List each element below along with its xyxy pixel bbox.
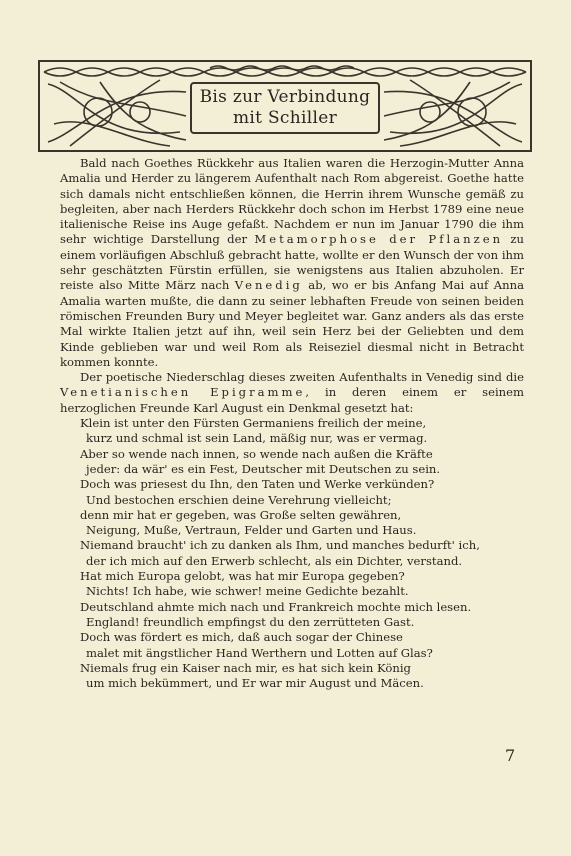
paragraph-1-text-a: Bald nach Goethes Rückkehr aus Italien waren die Herzogin-Mutter Anna Amalia und Herder zu längerem Aufenthalt nach Rom abgereist. Goethe hatte sich damals nicht entschließen können, die Herrin ihrem Wunsche gemäß zu begleiten, aber nach Herders Rückkehr doch schon im Herbst 1789 eine neue italienische Reise ins Auge gefaßt. Nachdem er nun im Januar 1790 die ihm sehr wichtige Darstellung der xyxy=(60,156,524,247)
poem-line: denn mir hat er gegeben, was Große selten gewähren, xyxy=(80,507,402,522)
paragraph-2-text-b: , in deren einem er seinem herzoglichen Freunde Karl August ein Denkmal gesetzt hat: xyxy=(60,385,524,415)
ornamental-header xyxy=(38,60,532,152)
poem-line: Deutschland ahmte mich nach und Frankreich mochte mich lesen. xyxy=(80,599,472,614)
poem-line: Aber so wende nach innen, so wende nach außen die Kräfte xyxy=(80,446,433,461)
paragraph-1-text-c: ab, wo er bis Anfang Mai auf Anna Amalia warten mußte, die dann zu seiner lebhaften Freude von seinen beiden römischen Freunden Bury und Meyer begleitet war. Ganz anders als das erste Mal wirkte Italien jetzt auf ihn, weil sein Herz bei der Geliebten und dem Kinde geblieben war und weil Rom als Reiseziel diesmal nicht in Betracht kommen konnte. xyxy=(60,278,524,369)
poem-line: England! freundlich empfingst du den zerrütteten Gast. xyxy=(86,614,415,629)
chapter-title-line-2: mit Schiller xyxy=(232,108,337,128)
emphasized-epigramme: Venetianischen Epigramme xyxy=(60,385,306,400)
poem-line: Und bestochen erschien deine Verehrung vielleicht; xyxy=(86,492,392,507)
poem-line: um mich bekümmert, und Er war mir August und Mäcen. xyxy=(86,676,424,691)
title-box xyxy=(190,82,380,134)
paragraph-1-text-b: zu einem vorläufigen Abschluß gebracht hatte, wollte er den Wunsch der von ihm sehr geschätzten Fürstin erfüllen, sie wenigstens aus Italien abzuholen. Er reiste also Mitte März nach xyxy=(60,232,524,293)
poem-line: Niemals frug ein Kaiser nach mir, es hat sich kein König xyxy=(80,660,411,675)
paragraph-1 xyxy=(60,156,524,370)
poem-line: Doch was fördert es mich, daß auch sogar der Chinese xyxy=(80,630,403,645)
poem-line: Nichts! Ich habe, wie schwer! meine Gedichte bezahlt. xyxy=(86,584,409,599)
emphasized-metamorphose: Metamorphose der Pflanzen xyxy=(254,232,504,247)
chapter-title-line-1: Bis zur Verbindung xyxy=(199,87,371,107)
poem-line: Doch was priesest du Ihn, den Taten und Werke verkünden? xyxy=(80,477,435,492)
poem xyxy=(60,416,524,691)
paragraph-2 xyxy=(60,370,524,416)
poem-line: der ich mich auf den Erwerb schlecht, als ein Dichter, verstand. xyxy=(86,553,463,568)
poem-line: Niemand braucht' ich zu danken als Ihm, und manches bedurft' ich, xyxy=(80,538,480,553)
poem-line: jeder: da wär' es ein Fest, Deutscher mit Deutschen zu sein. xyxy=(86,461,441,476)
poem-line: malet mit ängstlicher Hand Werthern und Lotten auf Glas? xyxy=(86,645,433,660)
page-number: 7 xyxy=(505,746,516,765)
poem-line: Klein ist unter den Fürsten Germaniens freilich der meine, xyxy=(80,416,427,431)
poem-line: Hat mich Europa gelobt, was hat mir Europa gegeben? xyxy=(80,569,405,584)
poem-line: kurz und schmal ist sein Land, mäßig nur, was er vermag. xyxy=(86,431,428,446)
body-text xyxy=(60,156,524,691)
paragraph-2-text-a: Der poetische Niederschlag dieses zweiten Aufenthalts in Venedig sind die xyxy=(80,370,524,385)
poem-line: Neigung, Muße, Vertraun, Felder und Garten und Haus. xyxy=(86,523,417,538)
emphasized-venedig: Venedig xyxy=(234,278,303,293)
